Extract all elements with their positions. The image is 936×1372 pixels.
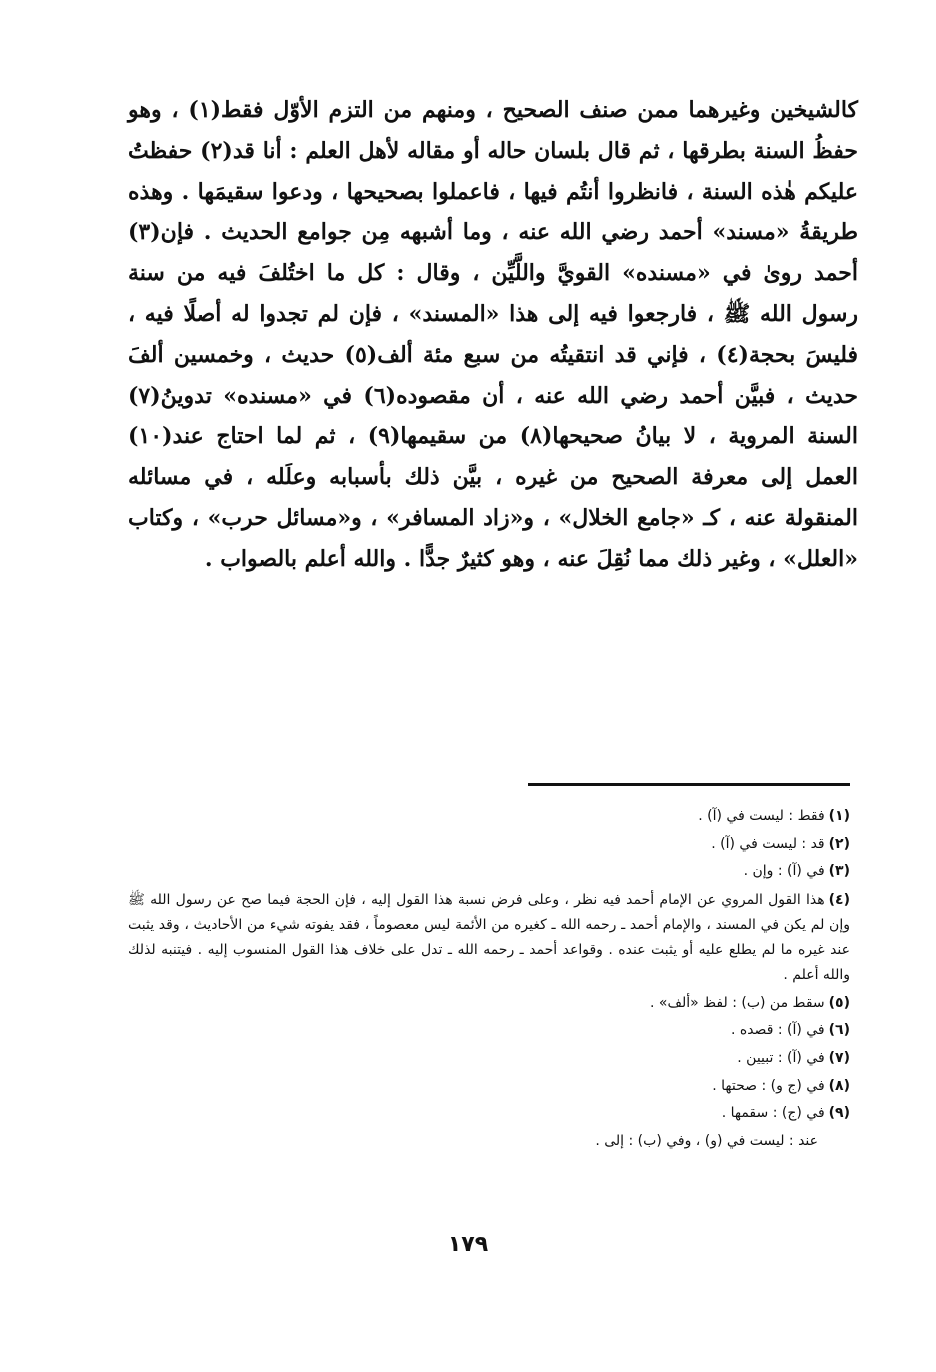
footnote-list [128, 803, 850, 1155]
footnote-item [128, 1073, 850, 1101]
footnote-item [128, 1045, 850, 1073]
footnote-item [128, 886, 850, 990]
footnote-item [128, 1100, 850, 1128]
footnote-number: (٣) [828, 863, 850, 880]
footnotes-section [128, 803, 850, 1155]
footnote-text: في (ج و) : صحتها . [712, 1077, 825, 1094]
footnote-number: (٢) [828, 835, 850, 852]
page-number: ١٧٩ [447, 1232, 489, 1257]
main-paragraph: كالشيخين وغيرهما ممن صنف الصحيح ، ومنهم من التزم الأوّل فقط(١) ، وهو حفظُ السنة بطرقها ، ثم قال بلسان حاله أو مقاله لأهل العلم : أنا قد(٢) حفظتُ عليكم هٰذه السنة ، فانظروا أنتُم فيها ، فاعملوا بصحيحها ، ودعوا سقيمَها . وهذه طريقةُ «مسند» أحمد رضي الله عنه ، وما أشبهه مِن جوامع الحديث . فإن(٣) أحمد روىٰ في «مسنده» القويَّ واللَّيِّن ، وقال : كل ما اختُلفَ فيه من سنة رسول الله ﷺ ، فارجعوا فيه إلى هذا «المسند» ، فإن لم تجدوا له أصلًا فيه ، فليسَ بحجة(٤) ، فإني قد انتقيتُه من سبع مئة ألف(٥) حديث ، وخمسين ألفَ حديث ، فبيَّن أحمد رضي الله عنه ، أن مقصوده(٦) في «مسنده» تدوينُ(٧) السنة المروية ، لا بيانُ صحيحها(٨) من سقيمها(٩) ، ثم لما احتاج عند(١٠) العمل إلى معرفة الصحيح من غيره ، بيَّن ذلك بأسبابه وعلَله ، في مسائله المنقولة عنه ، كـ «جامع الخلال» ، و«زاد المسافر» ، و«مسائل حرب» ، وكتاب «العلل» ، وغير ذلك مما نُقِلَ عنه ، وهو كثيرٌ جدًّا . والله أعلم بالصواب . [128, 97, 859, 572]
footnote-text: في (آ) : وإن . [743, 863, 825, 880]
footnote-number: (٤) [828, 891, 850, 908]
footnote-item [128, 1128, 850, 1156]
main-text-block [128, 90, 858, 580]
footnote-text: في (آ) : قصده . [730, 1022, 825, 1039]
footnote-number: (٩) [828, 1105, 850, 1122]
footnote-number: (٨) [828, 1077, 850, 1094]
footnote-item [128, 990, 850, 1018]
footnote-text: قد : ليست في (آ) . [711, 835, 825, 852]
footnote-item [128, 858, 850, 886]
footnote-item [128, 803, 850, 831]
footnote-number: (٥) [828, 994, 850, 1011]
footnote-number: (٧) [828, 1049, 850, 1066]
footnote-text: فقط : ليست في (آ) . [698, 808, 825, 824]
footnote-item [128, 1017, 850, 1045]
footnote-text: عند : ليست في (و) ، وفي (ب) : إلى . [595, 1132, 818, 1149]
footnote-text: سقط من (ب) : لفظ «ألف» . [649, 994, 825, 1011]
footnote-number: (٦) [828, 1022, 850, 1039]
footnote-separator [528, 783, 850, 786]
footnote-number: (١) [828, 808, 850, 824]
footnote-text: هذا القول المروي عن الإمام أحمد فيه نظر ، وعلى فرض نسبة هذا القول إليه ، فإن الحجة فيما صح عن رسول الله ﷺ وإن لم يكن في المسند ، والإمام أحمد ـ رحمه الله ـ كغيره من الأئمة ليس معصوماً ، فقد يفوته شيء من الأحاديث ، وقد يثبت عند غيره ما لم يطلع عليه أو يثبت عنده . وقواعد أحمد ـ رحمه الله ـ تدل على خلاف هذا القول المنسوب إليه . فيتنبه لذلك والله أعلم . [128, 891, 850, 983]
footnote-text: في (آ) : تبيين . [737, 1049, 825, 1066]
footnote-text: في (ج) : سقمها . [721, 1105, 825, 1122]
footnote-item [128, 831, 850, 859]
